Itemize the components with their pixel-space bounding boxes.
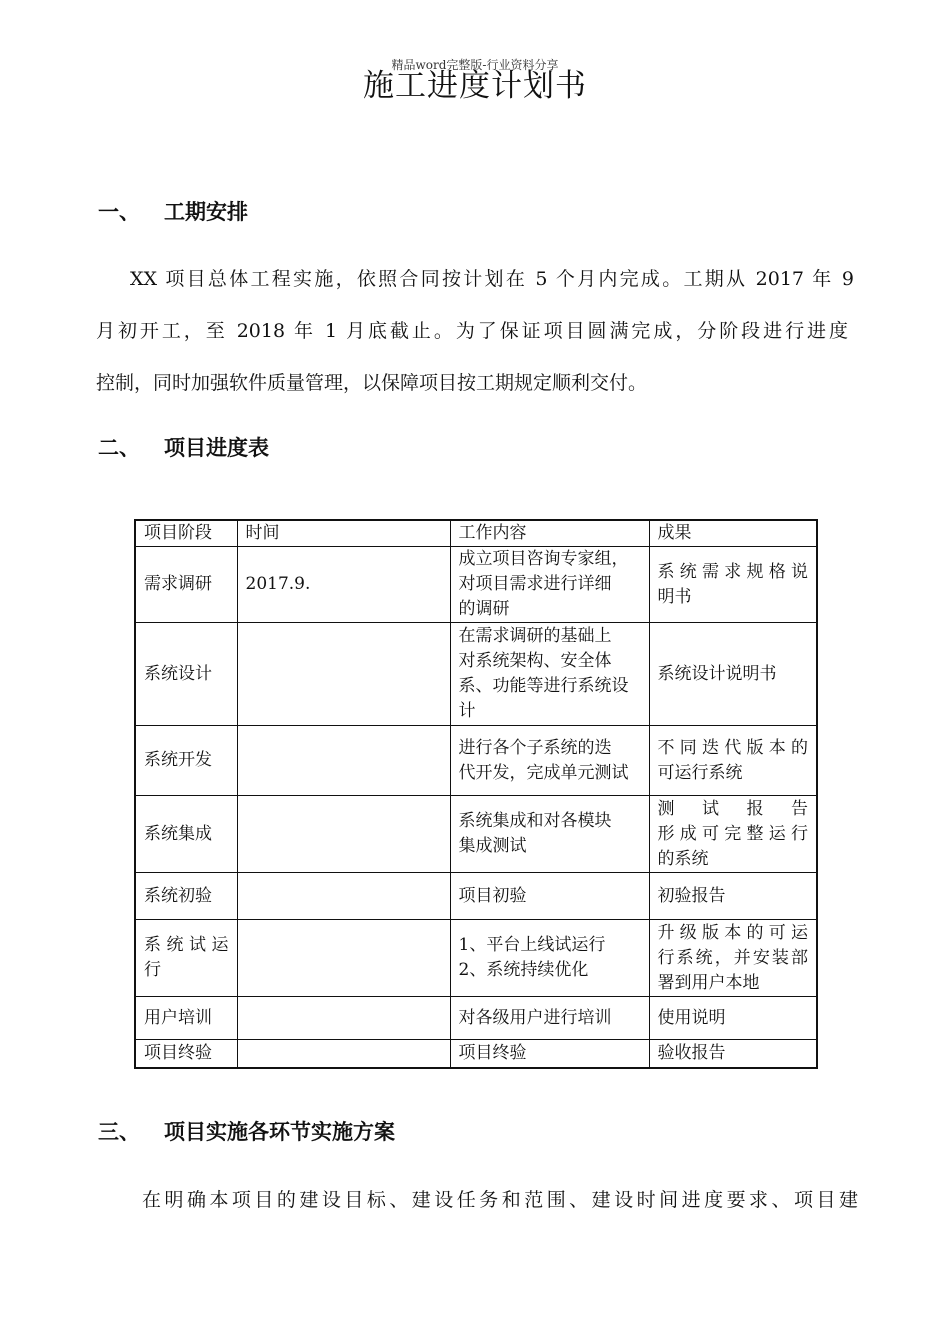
result-cell <box>649 623 817 726</box>
progress-table <box>134 519 818 1069</box>
section3-paragraph <box>142 1174 858 1226</box>
cell-line: 可运行系统 <box>657 762 743 783</box>
time-cell <box>237 623 450 726</box>
section-title: 项目进度表 <box>164 436 269 460</box>
time-cell <box>237 920 450 997</box>
cell-line: 用户培训 <box>144 1007 212 1028</box>
time-cell <box>237 796 450 873</box>
paragraph-line: 月初开工，至 2018 年 1 月底截止。为了保证项目圆满完成，分阶段进行进度 <box>96 320 848 342</box>
cell-line: 系、功能等进行系统设 <box>458 676 629 696</box>
table-row <box>135 726 817 796</box>
table-row <box>135 920 817 997</box>
stage-cell <box>135 623 237 726</box>
header-cell: 成果 <box>649 520 817 547</box>
cell-line: 使用说明 <box>657 1007 726 1028</box>
time-cell <box>237 873 450 920</box>
section-number: 二、 <box>98 436 140 460</box>
cell-line: 系统集成和对各模块 <box>458 811 612 831</box>
cell-line: 计 <box>458 701 476 721</box>
cell-line: 进行各个子系统的迭 <box>458 737 612 758</box>
cell-line: 对各级用户进行培训 <box>458 1007 612 1028</box>
content-cell <box>450 726 649 796</box>
section-title: 项目实施各环节实施方案 <box>164 1120 395 1144</box>
cell-line: 成立项目咨询专家组， <box>458 549 629 569</box>
section-number: 一、 <box>98 200 140 224</box>
cell-line: 系统设计说明书 <box>657 663 777 684</box>
cell-line: 代开发，完成单元测试 <box>458 762 629 783</box>
time-cell <box>237 1040 450 1068</box>
stage-cell <box>135 920 237 997</box>
cell-line: 的调研 <box>458 599 510 619</box>
cell-line: 1、平台上线试运行 <box>458 935 606 955</box>
table-row <box>135 873 817 920</box>
cell-line: 系统试运 <box>144 935 229 955</box>
cell-line: 项目终验 <box>458 1042 527 1063</box>
cell-line: 系统需求规格说 <box>657 561 808 582</box>
stage-cell <box>135 873 237 920</box>
content-cell <box>450 873 649 920</box>
paragraph-line: XX 项目总体工程实施，依照合同按计划在 5 个月内完成。工期从 2017 年 9 <box>130 268 854 290</box>
header-cell: 时间 <box>237 520 450 547</box>
content-cell <box>450 547 649 623</box>
result-cell <box>649 796 817 873</box>
cell-line: 系统集成 <box>144 823 212 844</box>
stage-cell <box>135 547 237 623</box>
cell-line: 形成可完整运行 <box>657 823 808 844</box>
result-cell <box>649 920 817 997</box>
result-cell <box>649 1040 817 1068</box>
section-heading-2 <box>98 432 269 462</box>
content-cell <box>450 796 649 873</box>
cell-line: 集成测试 <box>458 836 527 856</box>
section-heading-1 <box>98 196 248 226</box>
content-cell <box>450 623 649 726</box>
paragraph-line: 控制，同时加强软件质量管理，以保障项目按工期规定顺利交付。 <box>96 372 648 394</box>
result-cell <box>649 547 817 623</box>
stage-cell <box>135 1040 237 1068</box>
content-cell <box>450 1040 649 1068</box>
table-row <box>135 1040 817 1068</box>
time-cell <box>237 547 450 623</box>
cell-line: 2、系统持续优化 <box>458 960 589 980</box>
header-cell: 工作内容 <box>450 520 649 547</box>
table-row <box>135 623 817 726</box>
section-heading-3 <box>98 1116 395 1146</box>
header-cell: 项目阶段 <box>135 520 237 547</box>
cell-line: 不同迭代版本的 <box>657 737 808 758</box>
cell-line: 初验报告 <box>657 885 726 906</box>
content-cell <box>450 920 649 997</box>
cell-line: 署到用户本地 <box>657 972 760 993</box>
time-cell <box>237 997 450 1040</box>
result-cell <box>649 873 817 920</box>
cell-line: 的系统 <box>657 848 709 869</box>
section-number: 三、 <box>98 1120 140 1144</box>
cell-line: 行 <box>144 960 161 980</box>
header-note: 精品word完整版-行业资料分享 <box>391 58 559 72</box>
cell-line: 明书 <box>657 586 692 607</box>
content-cell <box>450 997 649 1040</box>
cell-line: 2017.9. <box>245 574 311 594</box>
table-row <box>135 796 817 873</box>
table-row <box>135 997 817 1040</box>
cell-line: 需求调研 <box>144 574 212 594</box>
cell-line: 行系统，并安装部 <box>657 947 808 968</box>
result-cell <box>649 726 817 796</box>
cell-line: 对系统架构、安全体 <box>458 651 612 671</box>
cell-line: 验收报告 <box>657 1042 726 1063</box>
section-title: 工期安排 <box>164 200 248 224</box>
cell-line: 在需求调研的基础上 <box>458 626 612 646</box>
time-cell <box>237 726 450 796</box>
cell-line: 对项目需求进行详细 <box>458 574 612 594</box>
result-cell <box>649 997 817 1040</box>
paragraph-line: 在明确本项目的建设目标、建设任务和范围、建设时间进度要求、项目建 <box>142 1189 858 1211</box>
stage-cell <box>135 997 237 1040</box>
stage-cell <box>135 726 237 796</box>
cell-line: 测试报告 <box>657 798 808 819</box>
cell-line: 项目终验 <box>144 1042 212 1063</box>
cell-line: 系统开发 <box>144 750 212 770</box>
table-header-row <box>135 520 817 547</box>
cell-line: 系统设计 <box>144 663 212 684</box>
cell-line: 项目初验 <box>458 885 527 906</box>
document-title: 施工进度计划书 <box>363 68 587 104</box>
cell-line: 升级版本的可运 <box>657 922 808 943</box>
table-row <box>135 547 817 623</box>
cell-line: 系统初验 <box>144 885 212 906</box>
stage-cell <box>135 796 237 873</box>
